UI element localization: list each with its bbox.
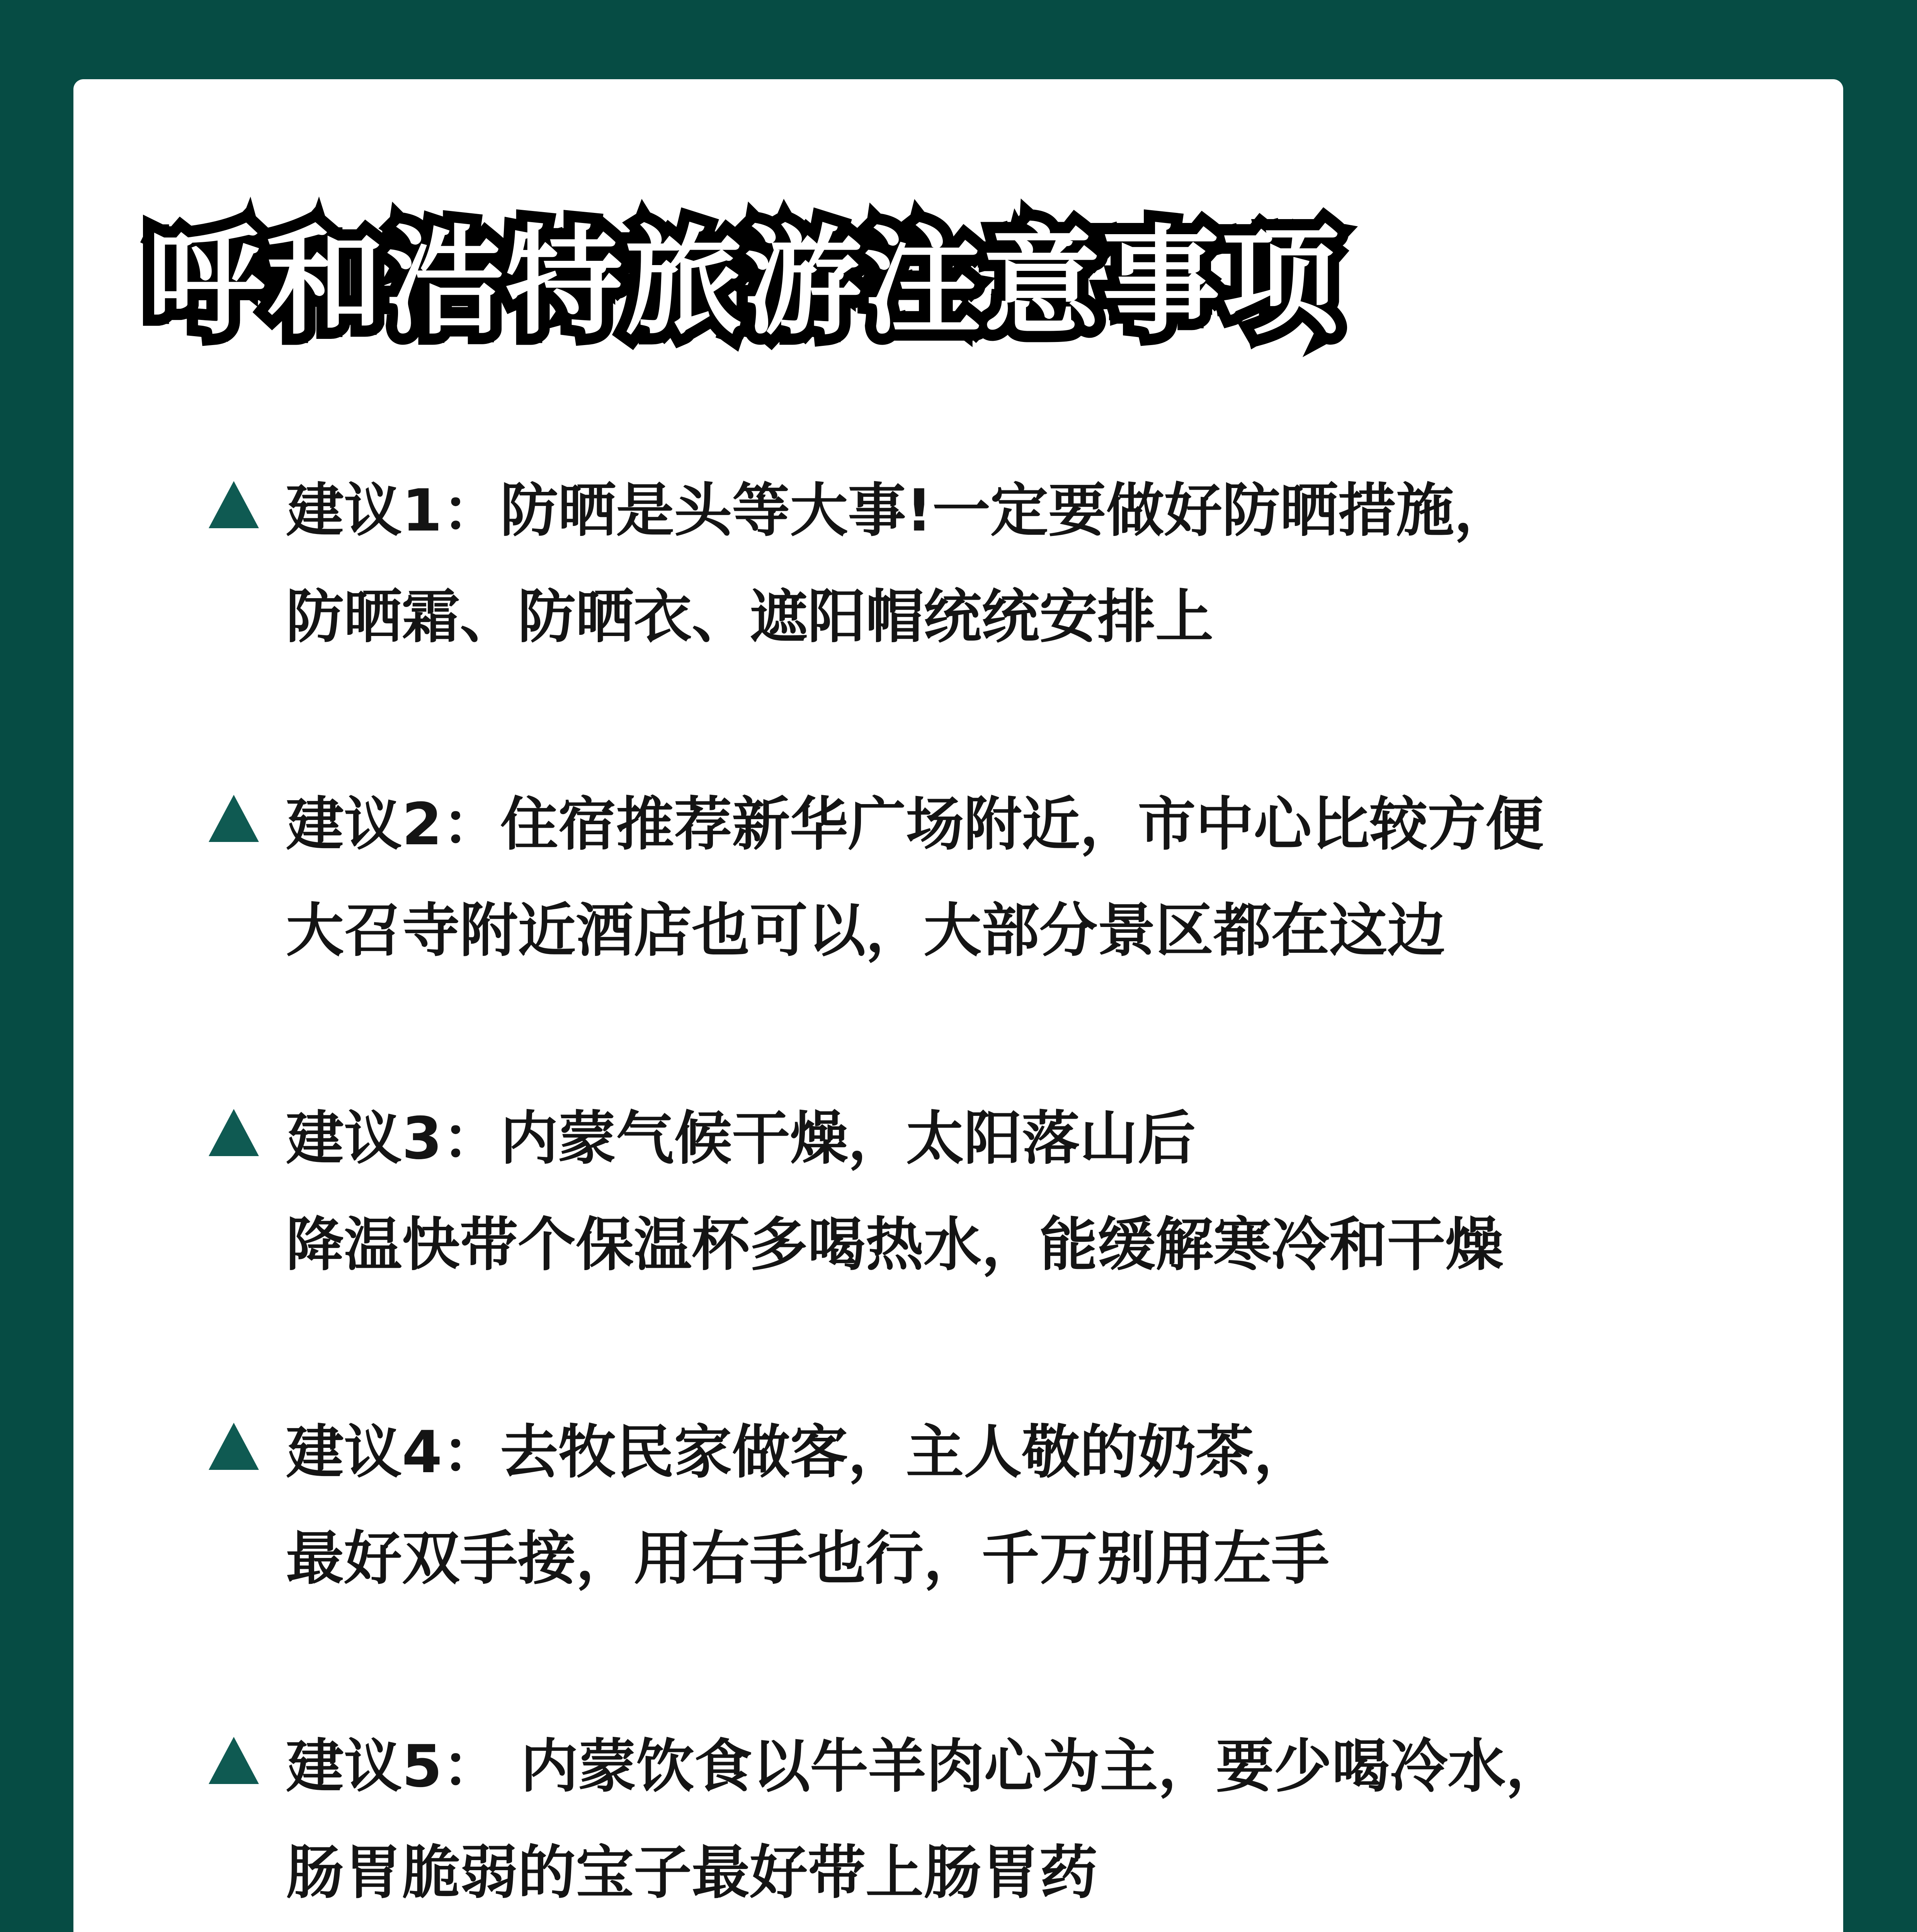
page-title: 呼和浩特旅游注意事项 [147,213,1341,350]
tip-4-line-2: 最好双手接，用右手也行，千万别用左手 [286,1525,1330,1592]
tip-item-2 [209,772,1716,984]
tip-5-line-2: 肠胃脆弱的宝子最好带上肠胃药 [286,1839,1098,1906]
tip-1-line-1: 建议1：防晒是头等大事!一定要做好防晒措施， [286,477,1512,544]
tip-3-line-1: 建议3：内蒙气候干燥，太阳落山后 [286,1105,1196,1172]
tip-2-line-1: 建议2：住宿推荐新华广场附近，市中心比较方便 [286,791,1544,858]
tip-1-line-2: 防晒霜、防晒衣、遮阳帽统统安排上 [286,583,1214,651]
tip-5-line-1: 建议5： 内蒙饮食以牛羊肉心为主，要少喝冷水， [286,1733,1564,1800]
tip-item-3 [209,1086,1716,1298]
tip-4-line-1: 建议4：去牧民家做客，主人敬的奶茶， [286,1419,1312,1486]
triangle-bullet-icon [209,1737,259,1784]
content-card [73,79,1843,1932]
triangle-bullet-icon [209,795,259,842]
tip-item-1 [209,458,1716,670]
triangle-bullet-icon [209,481,259,528]
tip-item-5 [209,1714,1716,1926]
tip-item-4 [209,1400,1716,1612]
triangle-bullet-icon [209,1423,259,1470]
tip-2-line-2: 大召寺附近酒店也可以，大部分景区都在这边 [286,897,1446,964]
triangle-bullet-icon [209,1109,259,1156]
tip-3-line-2: 降温快带个保温杯多喝热水，能缓解寒冷和干燥 [286,1211,1504,1279]
